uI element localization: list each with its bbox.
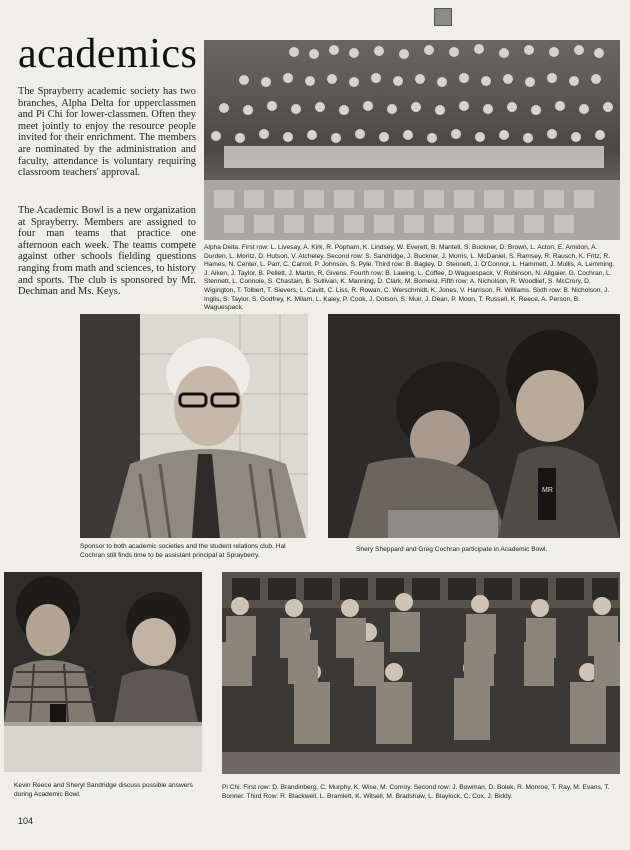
intro-paragraph: The Sprayberry academic society has two branches, Alpha Delta for upperclassmen and Pi Chi for lower-classmen. Often they meet jointly to enjoy the resource people invited for their enrichment. The members are nominated by the administration and faculty, attendance is voluntary requiring classroom teachers' approval. [18,86,196,179]
svg-text:MR: MR [542,487,553,494]
academic-bowl-paragraph: The Academic Bowl is a new organization at Sprayberry. Members are assigned to four man teams that practice one afternoon each week. The teams compete against other schools fielding questions ranging from math and sciences, to history and sports. The club is sponsored by Mr. Dechman and Ms. Keys. [18,205,196,298]
alpha-delta-photo-image [204,40,620,240]
pi-chi-photo-image [222,572,620,774]
alpha-delta-group-photo [204,40,620,240]
pi-chi-caption: Pi Chi. First row: D. Brandinberg, C. Murphy, K. Wise, M. Conroy. Second row: J. Bowman, D. Bolek, R. Monroe, T. Ray, M. Evans, T. Bonner. Third Row: R. Blackwell, L. Bramlett, K. Witsell, M. Bradshaw, L. Blaylock, C. Cox, J. Biddy. [222,784,610,800]
pi-chi-group-photo [222,572,620,774]
reece-sandridge-photo-image [4,572,202,772]
academic-bowl-photo [328,314,620,538]
alpha-delta-caption: Alpha Delta. First row: L. Livesay, A. Kirk, R. Popham, K. Lindsey, W. Everett, B. Mantell, S. Buckner, D. Brown, L. Acton, E. Amidon, A. Durden, L. Moritz, D. Hutson, V. Atcheley. Second row: S. Sandridge, J. Buckner, J. Morris, L. McDaniel, S. Ramsey, R. Rausch, K. Fritz, R. Hames, N. Center, L. Parr, C. Carroll, P. Johnson, S. Pyle. Third row: B. Bagley, D. Stennett, J. O'Connor, L. Hammett, J. Mullis, A. Lemming, J. Aiken, J. Taylor, B. Pellett, J. Martin, R. Givens. Fourth row: B. Lawing, L. Coffee, D Waguespack, V. Robinson, N. Allgaier, G. Cochran, L. Stennett, L. Connole, S. Chastain, B. Sullivan, K. Manning, D. Clark, M. Bomeisl. Fifth row: A. Nicholson, R. Woodlief, S. McCrory, D. Wigington, T. Tolbert, T. Sievers, L. Cavitt, C. Liss, R. Rowan, C. Werschmidt, K. Jones, V. Harrison, R. Williams. Sixth row: B. Nicholson, J. Inglis, S. Taylor, S. Godfrey, K. Milam, L. Kaley, P. Cook, J. Dotson, S. Muir, J. Dean, P. Moon, T. Russell, K. Reece, A. Person, B. Waguespack. [204,244,615,312]
reece-sandridge-photo [4,572,202,772]
cochran-caption: Sponsor to both academic societies and the student relations club, Hal Cochran still finds time to be assistant principal at Sprayberry. [80,543,286,559]
academic-bowl-photo-image [328,314,620,538]
cochran-portrait-photo [80,314,308,538]
reece-sandridge-caption: Kevin Reece and Sheryl Sandridge discuss possible answers during Academic Bowl. [14,782,193,798]
academic-bowl-caption: Shery Sheppard and Greg Cochran participate in Academic Bowl. [356,546,548,553]
corner-stamp [434,8,452,26]
page-number: 104 [18,816,34,826]
page-title: academics [18,31,198,77]
cochran-photo-image [80,314,308,538]
